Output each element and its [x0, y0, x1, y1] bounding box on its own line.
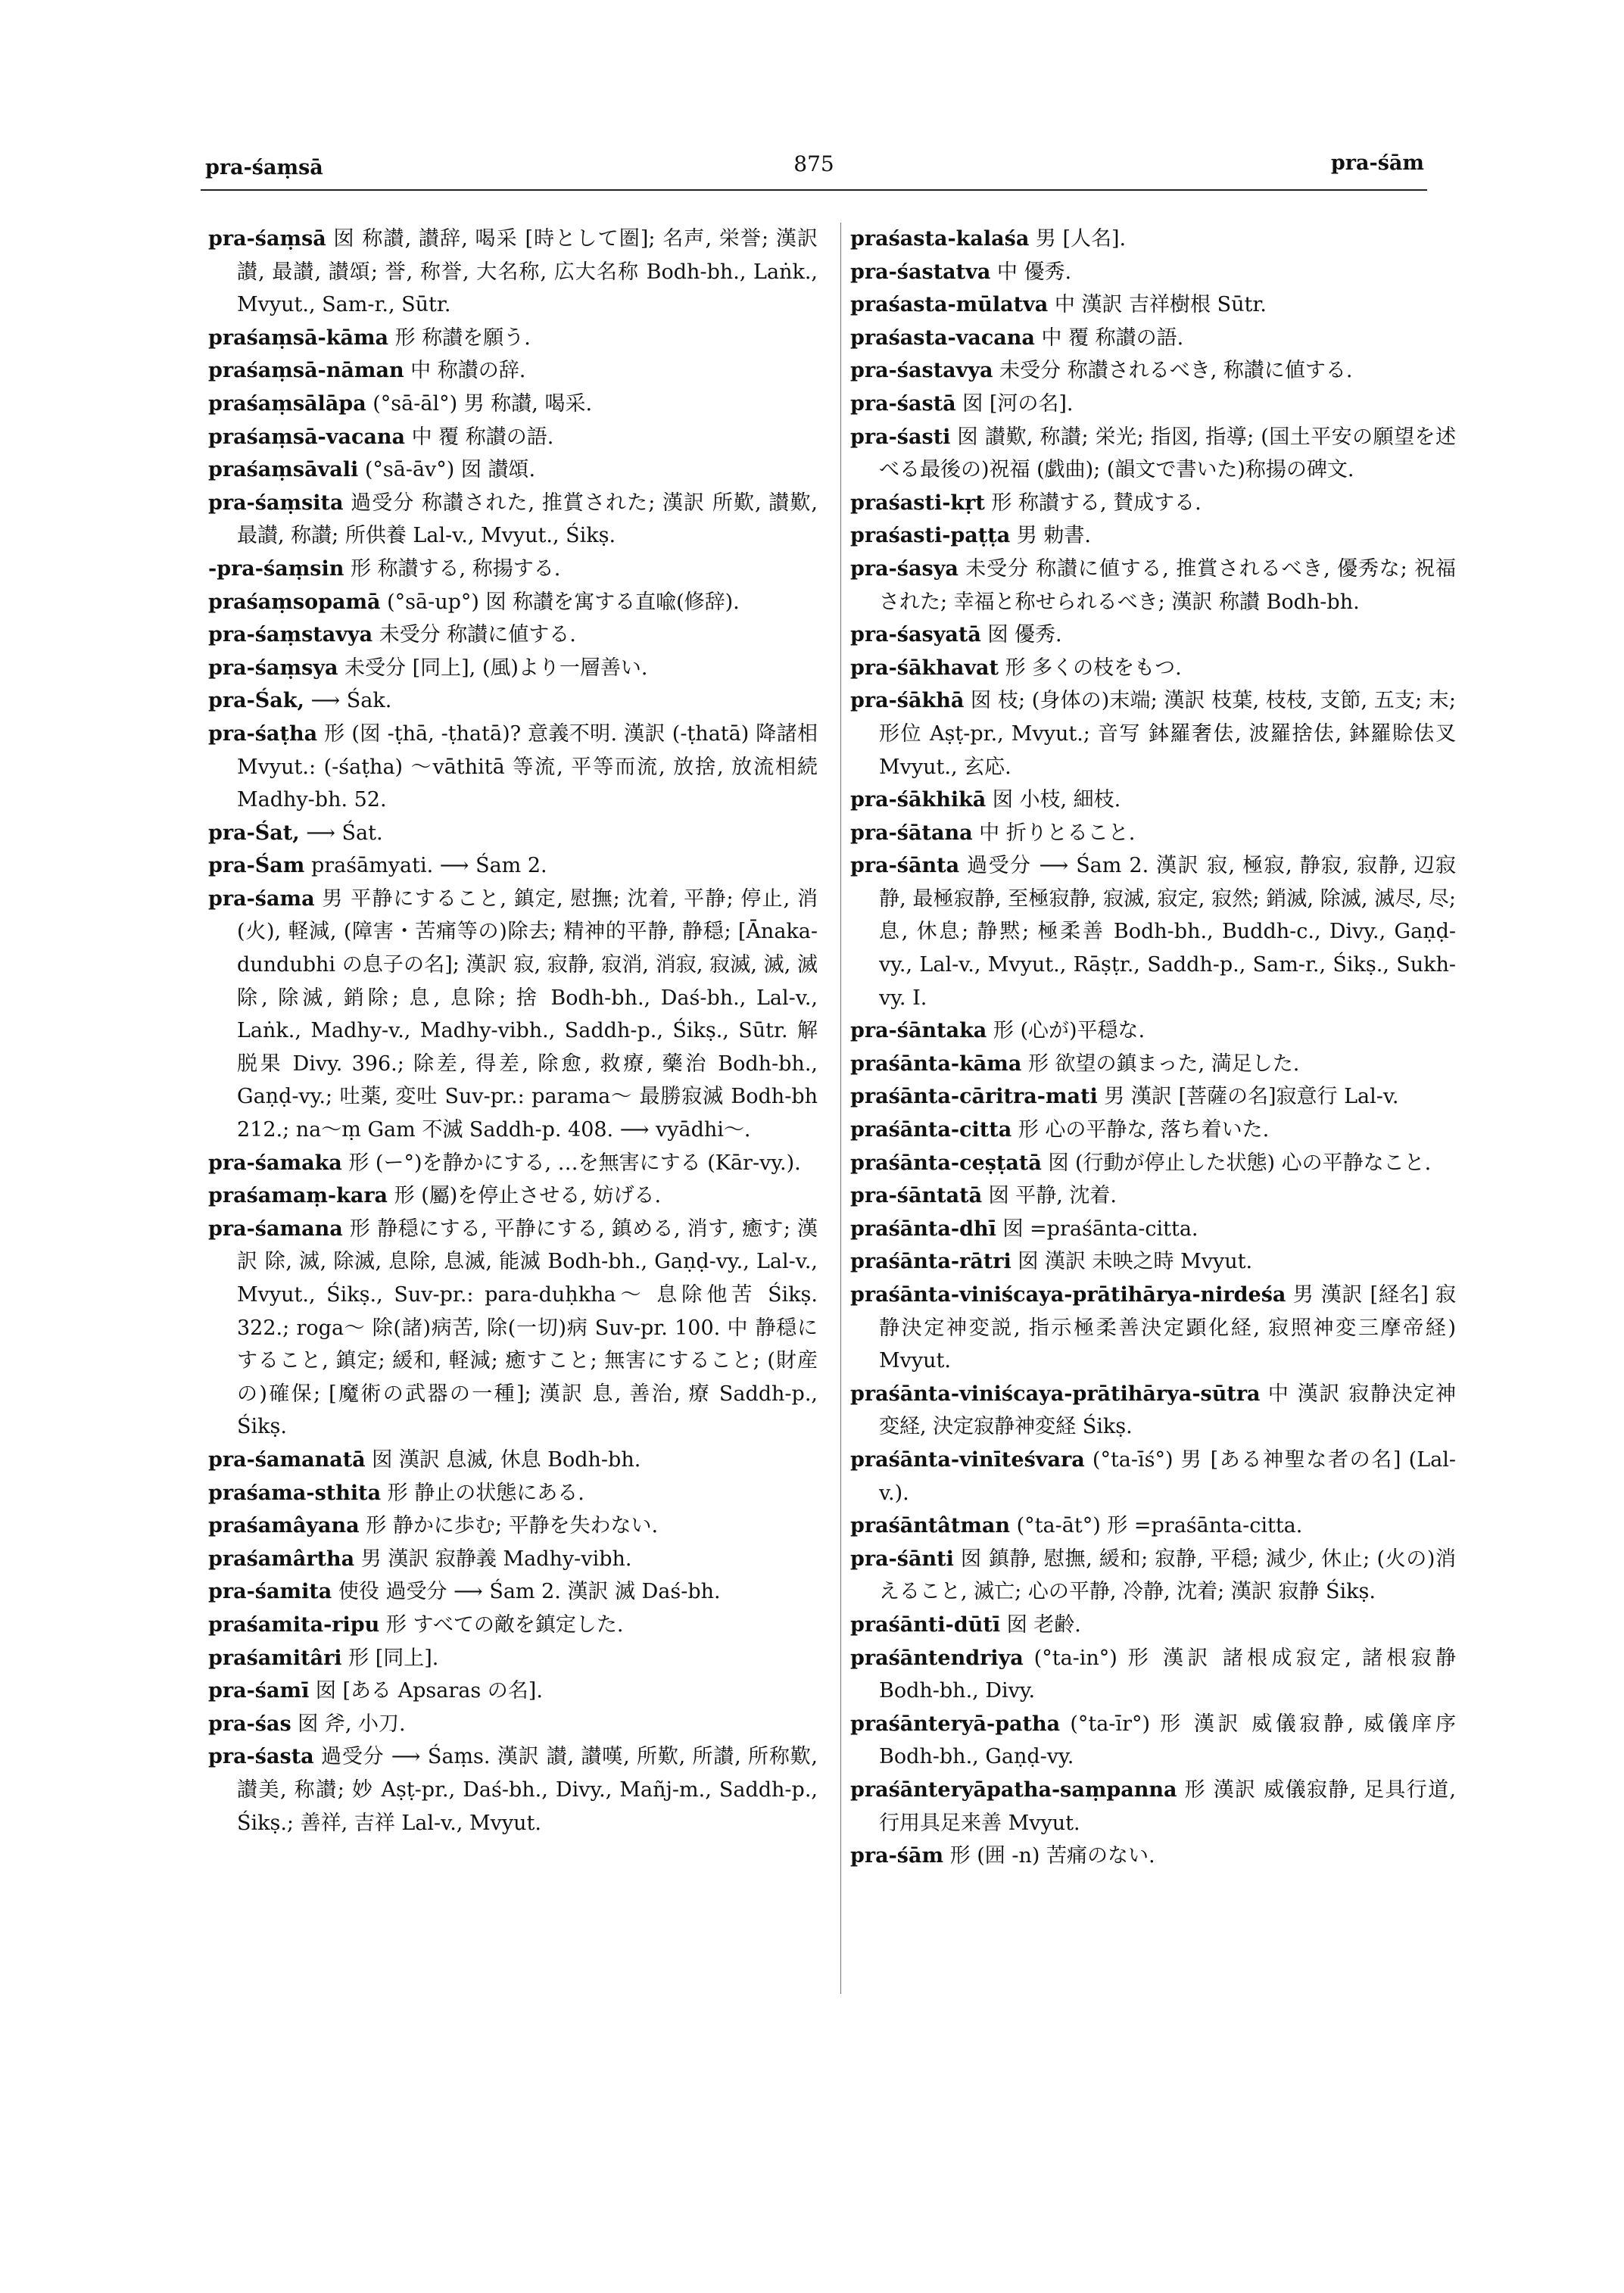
entry-headword: praśānta-vinīteśvara [850, 1447, 1085, 1472]
entry-definition: 男 漢訳 寂静義 Madhy-vibh. [354, 1547, 632, 1571]
entry-headword: praśasta-vacana [850, 326, 1035, 350]
entry-definition: 囡 優秀. [980, 623, 1062, 647]
entry-definition: 形 (心が)平穏な. [987, 1019, 1146, 1043]
entry-definition: 囡 =praśānta-citta. [996, 1217, 1199, 1241]
entry-definition: ⟶ Śat. [299, 821, 383, 845]
entry-headword: praśamita-ripu [208, 1612, 380, 1637]
dictionary-entry [850, 1543, 1456, 1609]
entry-definition: 形 称讃する, 賛成する. [984, 491, 1202, 515]
entry-headword: pra-śamī [208, 1679, 310, 1703]
entry-headword: praśānta-viniścaya-prātihārya-nirdeśa [850, 1283, 1286, 1307]
entry-headword: pra-śastatva [850, 260, 991, 284]
entry-definition: 男 漢訳 [経名] 寂静決定神変説, 指示極柔善決定顕化経, 寂照神変三摩帝経) Mvyut. [879, 1283, 1456, 1373]
entry-definition: 未受分 称讃に値する. [372, 623, 576, 647]
entry-definition: 中 覆 称讃の語. [405, 425, 554, 449]
dictionary-entry [850, 1245, 1456, 1279]
entry-definition: 囡 (行動が停止した状態) 心の平静なこと. [1041, 1151, 1432, 1175]
entry-definition: 囡 斧, 小刀. [291, 1712, 406, 1736]
entry-headword: pra-śām [850, 1844, 944, 1868]
entry-headword: pra-śamanatā [208, 1447, 366, 1472]
entry-definition: 形 称讃する, 称揚する. [344, 556, 561, 581]
entry-headword: pra-śastā [850, 391, 956, 416]
entry-definition: (°ta-in°) 形 漢訳 諸根成寂定, 諸根寂静 Bodh-bh., Divy. [879, 1646, 1456, 1703]
entry-definition: 形 (屬)を停止させる, 妨げる. [388, 1184, 662, 1208]
entry-headword: praśamâyana [208, 1514, 360, 1538]
entry-headword: praśānta-kāma [850, 1051, 1022, 1076]
dictionary-entry [850, 354, 1456, 388]
dictionary-entry [850, 1147, 1456, 1180]
entry-definition: 未受分 称讃に値する, 推賞されるべき, 優秀な; 祝福された; 幸福と称せられるべき; 漢訳 称讃 Bodh-bh. [879, 556, 1456, 614]
entry-headword: praśāntâtman [850, 1514, 1011, 1538]
entry-headword: praśānta-dhī [850, 1217, 996, 1241]
entry-headword: -pra-śaṃsin [208, 556, 344, 581]
entry-definition: (°ta-īś°) 男 [ある神聖な者の名] (Lal-v.). [879, 1447, 1456, 1505]
dictionary-entry [208, 1509, 818, 1543]
dictionary-entry [850, 1080, 1456, 1114]
dictionary-entry [208, 1708, 818, 1741]
dictionary-entry [850, 1509, 1456, 1543]
entry-definition: 囡 [ある Apsaras の名]. [309, 1679, 543, 1703]
entry-definition: 中 漢訳 吉祥樹根 Sūtr. [1048, 293, 1267, 317]
dictionary-entry [208, 718, 818, 817]
entry-headword: pra-śāntatā [850, 1184, 983, 1208]
dictionary-entry [850, 1444, 1456, 1509]
dictionary-entry [208, 1575, 818, 1609]
entry-headword: pra-śaṃsya [208, 656, 338, 680]
dictionary-entry [208, 453, 818, 487]
entry-headword: pra-Śak, [208, 689, 304, 713]
dictionary-entry [208, 1213, 818, 1444]
entry-headword: praśaṃsā-vacana [208, 425, 406, 449]
dictionary-entry [208, 817, 818, 850]
entry-headword: pra-śamaka [208, 1151, 342, 1175]
entry-headword: praśānta-viniścaya-prātihārya-sūtra [850, 1382, 1261, 1406]
entry-definition: 形 称讃を願う. [388, 326, 531, 350]
entry-definition: 中 優秀. [990, 260, 1072, 284]
entry-definition: 囡 平静, 沈着. [982, 1184, 1117, 1208]
dictionary-entry [208, 487, 818, 553]
entry-definition: (°ta-īr°) 形 漢訳 威儀寂静, 威儀庠序 Bodh-bh., Gaṇḍ-vy. [879, 1712, 1456, 1769]
dictionary-entry [208, 883, 818, 1147]
dictionary-entry [208, 1444, 818, 1477]
dictionary-entry [208, 1675, 818, 1708]
entry-definition: 中 覆 称讃の語. [1034, 326, 1184, 350]
dictionary-entry [208, 388, 818, 421]
entry-headword: praśasta-kalaśa [850, 227, 1030, 251]
entry-definition: ⟶ Śak. [304, 689, 392, 713]
dictionary-entry [208, 684, 818, 718]
entry-headword: praśamârtha [208, 1547, 355, 1571]
dictionary-entry [850, 1609, 1456, 1642]
dictionary-entry [850, 849, 1456, 1014]
entry-definition: 中 称讃の辞. [404, 359, 526, 383]
dictionary-entry [208, 223, 818, 322]
entry-headword: pra-śaṃsita [208, 491, 344, 515]
dictionary-entry [850, 256, 1456, 289]
entry-definition: 形 静穏にする, 平静にする, 鎮める, 消す, 癒す; 漢訳 除, 滅, 除滅, 息除, 息滅, 能滅 Bodh-bh., Gaṇḍ-vy., Lal-v., Mvyut., Śikṣ., Suv-pr.: para-duḥkha～ 息除他苦 Śikṣ. 322.; roga～ 除(諸)病苦, 除(一切)病 Suv-pr. 100. 中 静穏にすること, 鎮定; 緩和, 軽減; 癒すこと; 無害にすること; (財産の)確保; [魔術の武器の一種]; 漢訳 息, 善治, 療 Saddh-p., Śikṣ. [237, 1217, 818, 1439]
running-head-left: pra-śaṃsā [205, 156, 323, 179]
dictionary-entry [850, 421, 1456, 487]
entry-definition: 過受分 称讃された, 推賞された; 漢訳 所歎, 讃歎, 最讃, 称讃; 所供養 Lal-v., Mvyut., Śikṣ. [237, 491, 818, 548]
entry-definition: 囡 讃歎, 称讃; 栄光; 指図, 指導; (国土平安の願望を述べる最後の)祝福 (戯曲); (韻文で書いた)称揚の碑文. [879, 425, 1456, 482]
dictionary-entry [850, 1378, 1456, 1444]
entry-headword: pra-śasta [208, 1745, 314, 1769]
dictionary-entry [208, 618, 818, 652]
entry-headword: pra-śasyatā [850, 623, 981, 647]
dictionary-entry [850, 684, 1456, 784]
entry-definition: 形 すべての敵を鎮定した. [379, 1612, 624, 1637]
entry-definition: praśāmyati. ⟶ Śam 2. [304, 854, 547, 878]
entry-definition: (°sā-āl°) 男 称讃, 喝采. [366, 391, 593, 416]
entry-headword: pra-śastavya [850, 359, 993, 383]
entry-headword: praśasti-paṭṭa [850, 524, 1011, 548]
dictionary-entry [850, 1774, 1456, 1840]
dictionary-entry [850, 322, 1456, 355]
entry-headword: pra-śasti [850, 425, 951, 449]
entry-definition: (°sā-āv°) 囡 讃頌. [358, 458, 536, 482]
entry-headword: praśaṃsālāpa [208, 391, 366, 416]
entry-headword: praśānta-rātri [850, 1250, 1011, 1274]
entry-definition: 過受分 ⟶ Śam 2. 漢訳 寂, 極寂, 静寂, 寂静, 辺寂静, 最極寂静, 至極寂静, 寂滅, 寂定, 寂然; 銷滅, 除滅, 滅尽, 尽; 息, 休息; 静黙; 極柔善 Bodh-bh., Buddh-c., Divy., Gaṇḍ-vy., Lal-v., Mvyut., Rāṣṭr., Saddh-p., Sam-r., Śikṣ., Sukh-vy. I. [879, 854, 1456, 1010]
entry-headword: praśānti-dūtī [850, 1612, 1001, 1637]
entry-headword: pra-śasya [850, 556, 959, 581]
entry-headword: praśānteryāpatha-saṃpanna [850, 1777, 1177, 1802]
entry-definition: 囡 鎮静, 慰撫, 緩和; 寂静, 平穏; 減少, 休止; (火の)消えること, 滅亡; 心の平静, 冷静, 沈着; 漢訳 寂静 Śikṣ. [879, 1547, 1456, 1604]
dictionary-entry [850, 553, 1456, 618]
dictionary-entry [208, 1147, 818, 1180]
dictionary-entry [208, 1543, 818, 1576]
dictionary-entry [850, 519, 1456, 553]
entry-headword: pra-śātana [850, 821, 973, 845]
entry-definition: 過受分 ⟶ Śaṃs. 漢訳 讃, 讃嘆, 所歎, 所讃, 所称歎, 讃美, 称讃; 妙 Aṣṭ-pr., Daś-bh., Divy., Mañj-m., Saddh-p., Śikṣ.; 善祥, 吉祥 Lal-v., Mvyut. [237, 1745, 818, 1835]
dictionary-entry [208, 322, 818, 355]
entry-headword: pra-śāntaka [850, 1019, 987, 1043]
entry-headword: praśaṃsopamā [208, 590, 381, 614]
entry-definition: 男 勅書. [1010, 524, 1091, 548]
entry-headword: praśaṃsā-nāman [208, 359, 404, 383]
entry-headword: praśāntendriya [850, 1646, 1024, 1670]
entry-definition: 囡 [河の名]. [955, 391, 1074, 416]
dictionary-entry [208, 586, 818, 619]
entry-headword: pra-śama [208, 886, 315, 911]
entry-headword: praśānta-citta [850, 1118, 1012, 1142]
entry-headword: praśamaṃ-kara [208, 1184, 388, 1208]
entry-definition: 囡 漢訳 未映之時 Mvyut. [1011, 1250, 1253, 1274]
entry-definition: 男 [人名]. [1029, 227, 1127, 251]
dictionary-entry [208, 354, 818, 388]
dictionary-entry [208, 1179, 818, 1213]
entry-headword: praśaṃsāvali [208, 458, 359, 482]
entry-definition: 使役 過受分 ⟶ Śam 2. 漢訳 滅 Daś-bh. [332, 1580, 721, 1604]
entry-headword: praśānta-cāritra-mati [850, 1085, 1098, 1109]
entry-headword: praśānteryā-patha [850, 1712, 1061, 1736]
dictionary-entry [850, 618, 1456, 652]
entry-definition: 形 心の平静な, 落ち着いた. [1011, 1118, 1270, 1142]
entry-definition: 形 (囲 -n) 苦痛のない. [943, 1844, 1155, 1868]
entry-definition: 形 多くの枝をもつ. [999, 656, 1182, 680]
entry-definition: 中 漢訳 寂静決定神変経, 決定寂静神変経 Śikṣ. [879, 1382, 1456, 1439]
dictionary-entry [208, 553, 818, 586]
dictionary-entry [208, 1609, 818, 1642]
entry-headword: pra-śākhā [850, 689, 965, 713]
entry-definition: 形 [同上]. [341, 1646, 439, 1670]
dictionary-entry [850, 388, 1456, 421]
entry-definition: 男 平静にすること, 鎮定, 慰撫; 沈着, 平静; 停止, 消(火), 軽減, (障害・苦痛等の)除去; 精神的平静, 静穏; [Ānaka-dundubhi の息子の名]; 漢訳 寂, 寂静, 寂消, 消寂, 寂滅, 滅, 滅除, 除滅, 銷除; 息, 息除; 捨 Bodh-bh., Daś-bh., Lal-v., Laṅk., Madhy-v., Madhy-vibh., Saddh-p., Śikṣ., Sūtr. 解脱果 Divy. 396.; 除差, 得差, 除愈, 救療, 藥治 Bodh-bh., Gaṇḍ-vy.; 吐薬, 変吐 Suv-pr.: parama～ 最勝寂滅 Bodh-bh 212.; na～ṃ Gam 不滅 Saddh-p. 408. ⟶ vyādhi～. [237, 886, 818, 1142]
entry-headword: praśaṃsā-kāma [208, 326, 389, 350]
entry-headword: praśānta-ceṣṭatā [850, 1151, 1042, 1175]
entry-headword: pra-śānti [850, 1547, 954, 1571]
entry-definition: 未受分 称讃されるべき, 称讃に値する. [993, 359, 1353, 383]
dictionary-entry [208, 849, 818, 883]
dictionary-entry [850, 652, 1456, 685]
entry-headword: pra-śākhikā [850, 788, 987, 812]
dictionary-entry [850, 1114, 1456, 1147]
entry-definition: 形 (ー°)を静かにする, …を無害にする (Kār-vy.). [341, 1151, 801, 1175]
entry-definition: 囡 漢訳 息滅, 休息 Bodh-bh. [365, 1447, 641, 1472]
right-column [840, 223, 1456, 1994]
running-head-right: pra-śām [1330, 151, 1424, 175]
entry-definition: 形 静かに歩む; 平静を失わない. [359, 1514, 659, 1538]
dictionary-entry [850, 784, 1456, 817]
entry-definition: 男 漢訳 [菩薩の名]寂意行 Lal-v. [1097, 1085, 1399, 1109]
entry-definition: 形 欲望の鎮まった, 満足した. [1021, 1051, 1300, 1076]
dictionary-entry [850, 1708, 1456, 1774]
dictionary-entry [208, 1477, 818, 1510]
entry-headword: pra-Śam [208, 854, 305, 878]
entry-definition: 囡 老齢. [1000, 1612, 1081, 1637]
entry-definition: 囡 枝; (身体の)末端; 漢訳 枝葉, 枝枝, 支節, 五支; 末; 形位 Aṣṭ-pr., Mvyut.; 音写 鉢羅奢佉, 波羅捨佉, 鉢羅賒佉叉 Mvyut., 玄応. [879, 689, 1456, 779]
dictionary-entry [850, 1048, 1456, 1081]
dictionary-entry [208, 421, 818, 454]
page-number: 875 [793, 151, 834, 176]
dictionary-entry [208, 652, 818, 685]
entry-definition: 形 静止の状態にある. [381, 1481, 584, 1505]
dictionary-entry [208, 1642, 818, 1675]
entry-definition: 形 漢訳 威儀寂静, 足具行道, 行用具足来善 Mvyut. [879, 1777, 1456, 1835]
dictionary-entry [850, 817, 1456, 850]
dictionary-entry [850, 1642, 1456, 1708]
entry-headword: pra-śaṃstavya [208, 623, 373, 647]
entry-definition: 形 (囡 -ṭhā, -ṭhatā)? 意義不明. 漢訳 (-ṭhatā) 降諸相 Mvyut.: (-śaṭha) ～vāthitā 等流, 平等而流, 放捨, 放流相続 Madhy-bh. 52. [237, 721, 818, 812]
left-column [208, 223, 818, 1840]
entry-definition: 囡 小枝, 細枝. [986, 788, 1121, 812]
entry-headword: pra-śaṃsā [208, 227, 326, 251]
dictionary-entry [850, 1014, 1456, 1048]
dictionary-entry [208, 1740, 818, 1840]
entry-headword: praśama-sthita [208, 1481, 382, 1505]
entry-headword: praśasta-mūlatva [850, 293, 1049, 317]
dictionary-entry [850, 1840, 1456, 1873]
entry-headword: praśasti-kṛt [850, 491, 985, 515]
dictionary-entry [850, 487, 1456, 520]
entry-headword: pra-śas [208, 1712, 291, 1736]
entry-headword: pra-śaṭha [208, 721, 318, 746]
dictionary-entry [850, 223, 1456, 256]
entry-definition: 囡 称讃, 讃辞, 喝采 [時として圏]; 名声, 栄誉; 漢訳 讃, 最讃, 讃頌; 誉, 称誉, 大名称, 広大名称 Bodh-bh., Laṅk., Mvyut., Sam-r., Sūtr. [237, 227, 818, 317]
dictionary-entry [850, 1279, 1456, 1378]
entry-headword: praśamitâri [208, 1646, 342, 1670]
dictionary-entry [850, 1179, 1456, 1213]
entry-headword: pra-śamana [208, 1217, 343, 1241]
entry-headword: pra-śamita [208, 1580, 332, 1604]
entry-headword: pra-śānta [850, 854, 960, 878]
dictionary-entry [850, 288, 1456, 322]
entry-definition: (°sā-up°) 囡 称讃を寓する直喩(修辞). [380, 590, 740, 614]
dictionary-entry [850, 1213, 1456, 1246]
entry-headword: pra-Śat, [208, 821, 300, 845]
entry-definition: 中 折りとること. [972, 821, 1136, 845]
page-header [201, 151, 1427, 191]
entry-definition: (°ta-āt°) 形 =praśānta-citta. [1010, 1514, 1303, 1538]
entry-definition: 未受分 [同上], (風)より一層善い. [338, 656, 648, 680]
entry-headword: pra-śākhavat [850, 656, 999, 680]
